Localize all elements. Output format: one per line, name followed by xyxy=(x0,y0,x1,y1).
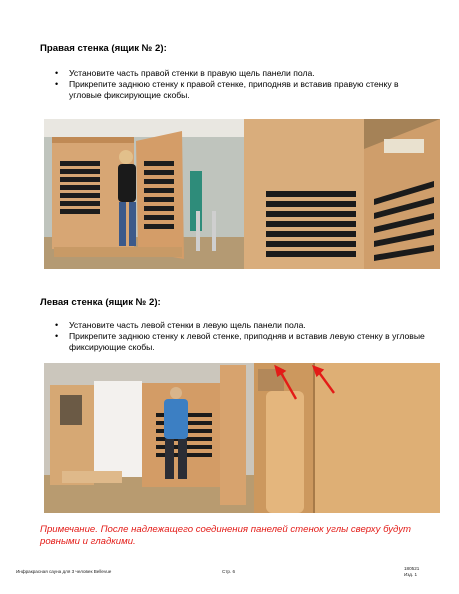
section-heading-left-wall: Левая стенка (ящик № 2): xyxy=(40,297,161,308)
instruction-list-left-wall xyxy=(55,320,425,353)
footer-revision xyxy=(404,566,419,578)
assembly-note: Примечание. После надлежащего соединения панелей стенок углы сверху будут ровными и гладкими. xyxy=(40,524,412,547)
footer-page-number: Стр. 6 xyxy=(222,569,236,574)
section-heading-right-wall: Правая стенка (ящик № 2): xyxy=(40,43,167,54)
footer-code: 180521 xyxy=(404,566,420,571)
photo-right-wall-assembly xyxy=(44,119,440,269)
instruction-list-right-wall xyxy=(55,68,425,101)
list-item: • Прикрепите заднюю стенку к правой стенке, приподняв и вставив правую стенку в угловые фиксирующие скобы. xyxy=(55,79,425,101)
photo-left-wall-assembly xyxy=(44,363,440,513)
footer-product-name: Инфракрасная сауна для 3 человек Bellevue xyxy=(16,569,112,574)
list-item: • Прикрепите заднюю стенку к левой стенке, приподняв и вставив левую стенку в угловые фиксирующие скобы. xyxy=(55,331,425,353)
list-item: • Установите часть правой стенки в правую щель панели пола. xyxy=(55,68,425,79)
list-item: • Установите часть левой стенки в левую щель панели пола. xyxy=(55,320,425,331)
footer-edition: Изд. 1 xyxy=(404,572,418,577)
